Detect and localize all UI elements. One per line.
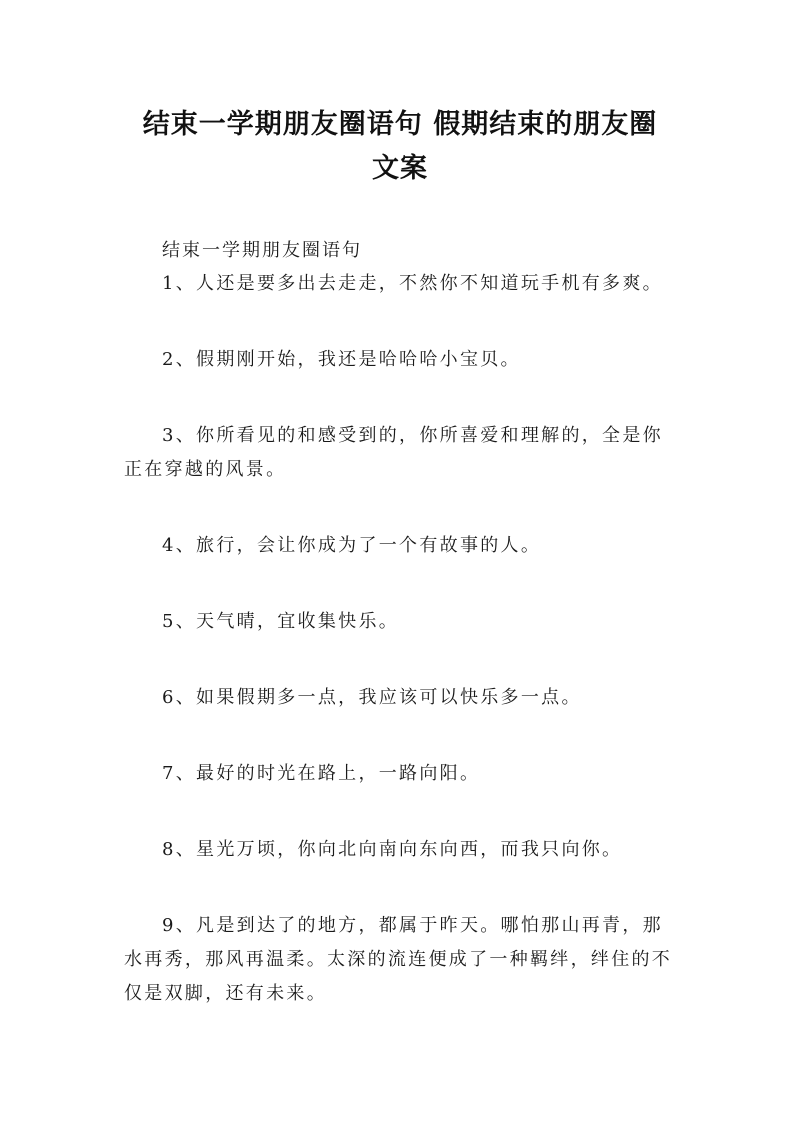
document-title-line-2: 文案 — [372, 153, 428, 184]
section-heading: 结束一学期朋友圈语句 — [162, 240, 362, 261]
list-item: 6、如果假期多一点，我应该可以快乐多一点。 — [162, 687, 582, 708]
list-item: 4、旅行，会让你成为了一个有故事的人。 — [162, 535, 542, 556]
document-title-line-1: 结束一学期朋友圈语句 假期结束的朋友圈 — [142, 109, 658, 140]
document-title — [124, 0, 676, 191]
list-item: 1、人还是要多出去走走，不然你不知道玩手机有多爽。 — [162, 273, 663, 294]
list-item: 7、最好的时光在路上，一路向阳。 — [162, 763, 481, 784]
list-item: 5、天气晴，宜收集快乐。 — [162, 611, 400, 632]
list-item: 9、凡是到达了的地方，都属于昨天。哪怕那山再青，那水再秀，那风再温柔。太深的流连便成了一种羁绊，绊住的不仅是双脚，还有未来。 — [124, 915, 673, 1004]
list-item: 3、你所看见的和感受到的，你所喜爱和理解的，全是你正在穿越的风景。 — [124, 425, 663, 480]
list-item: 8、星光万顷，你向北向南向东向西，而我只向你。 — [162, 839, 623, 860]
list-item: 2、假期刚开始，我还是哈哈哈小宝贝。 — [162, 349, 521, 370]
